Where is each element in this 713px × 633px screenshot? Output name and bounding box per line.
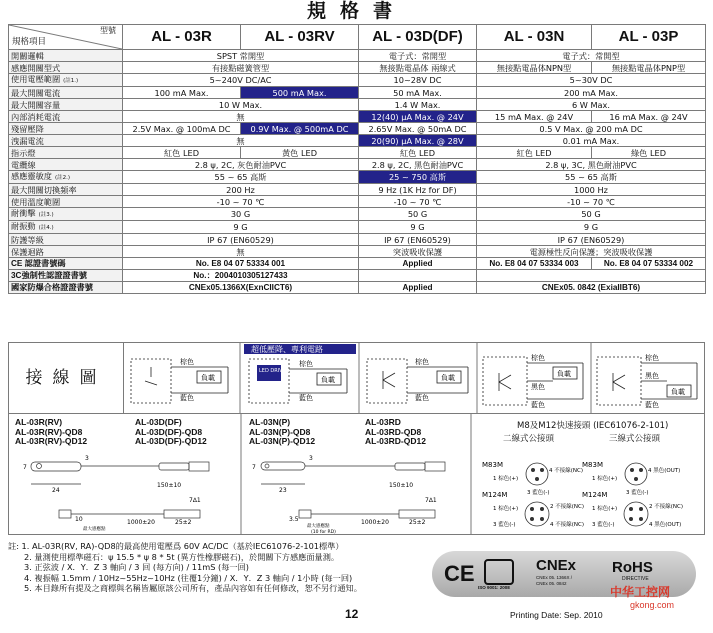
spec-label-text: 感應開關型式 (11, 62, 61, 73)
spec-row-label (9, 208, 123, 221)
model-list-item: AL-03R(RV)-QD8 (15, 426, 83, 437)
spec-value: 50 G (477, 208, 706, 221)
spec-row (9, 74, 706, 87)
spec-row-label (9, 234, 123, 246)
spec-value: 無 (123, 111, 359, 123)
spec-row (9, 99, 706, 111)
spec-value: 紅色 LED (123, 147, 241, 159)
spec-value: 2.8 ψ, 2C, 黑色耐油PVC (359, 159, 477, 171)
m12-3w-pin2: 2 不接線(NC) (649, 504, 683, 510)
spec-value: 紅色 LED (359, 147, 477, 159)
printing-date: Printing Date: Sep. 2010 (510, 610, 603, 620)
spec-row-label (9, 147, 123, 159)
spec-row (9, 111, 706, 123)
m8-label-left: M83M (482, 461, 503, 469)
spec-row (9, 282, 706, 294)
spec-row (9, 270, 706, 282)
page-title: 規格書 (306, 0, 406, 22)
spec-row-label (9, 282, 123, 294)
blue-wire-label-1: 藍色 (180, 394, 194, 402)
dim1-height: 3 (85, 455, 89, 462)
model-list-3 (249, 418, 315, 447)
spec-label-text: CE 認證書號碼 (11, 258, 66, 268)
footnote: 註: 1. AL-03R(RV, RA)-QD8的最高使用電壓爲 60V AC/DC（基於IEC61076-2-101標準） (8, 541, 344, 551)
m12-2w-pin2: 2 不接線(NC) (550, 504, 584, 510)
dim2-plug: 25±2 (409, 519, 426, 526)
patent-banner: 超低壓降、專利電路 (251, 345, 323, 354)
dim1-plug: 25±2 (175, 519, 192, 526)
model-header-03r: AL - 03R (123, 25, 241, 50)
spec-value: 9 G (123, 221, 359, 234)
model-header-03p: AL - 03P (592, 25, 706, 50)
spec-row-label (9, 123, 123, 135)
rohs-mark: RoHS (612, 559, 653, 576)
spec-value: SPST 常開型 (123, 50, 359, 62)
dim1-plug-h: 7∆1 (189, 497, 201, 504)
iso-icon (484, 559, 514, 585)
spec-value: 1000 Hz (477, 184, 706, 196)
spec-value-highlighted: 12(40) μA Max. @ 24V (359, 111, 477, 123)
spec-label-note: (註1.) (63, 78, 79, 84)
dim1-length: 24 (52, 487, 60, 494)
footnote: 3. 正弦波 / X．Y．Z 3 軸向 / 3 回 (每方向) / 11mS (每一回) (24, 562, 249, 573)
model-list-item: AL-03RD (365, 417, 401, 427)
model-list-4 (365, 418, 426, 447)
spec-value: 15 mA Max. @ 24V (477, 111, 592, 123)
spec-row-label (9, 111, 123, 123)
dim1-cable2: 1000±20 (127, 519, 155, 526)
spec-value: 無接點電晶体NPN型 (477, 62, 592, 74)
spec-label-note: (註3.) (38, 212, 54, 218)
m12-2w-pin4: 4 不接線(NC) (550, 522, 584, 528)
spec-value: 紅色 LED (477, 147, 592, 159)
footnote: 2. 量測使用標準磁石：ψ 15.5 * ψ 8 * 5t (異方性橡膠磁石)，於開關下方感應面量測。 (24, 551, 340, 562)
spec-row (9, 147, 706, 159)
spec-value: No. E8 04 07 53334 001 (123, 258, 359, 270)
spec-row-label (9, 87, 123, 99)
spec-value: 突波吸收保護 (359, 246, 477, 258)
model-list-item: AL-03D(DF)-QD8 (135, 426, 203, 437)
spec-value: 55 ~ 65 高斯 (477, 171, 706, 184)
spec-value: 30 G (123, 208, 359, 221)
spec-row-label (9, 62, 123, 74)
spec-value: 綠色 LED (592, 147, 706, 159)
load-label-4: 負載 (557, 370, 571, 378)
spec-label-text: 內部消耗電流 (11, 111, 61, 122)
spec-value: 無 (123, 246, 359, 258)
spec-label-text: 耐衝擊 (11, 208, 36, 218)
m8-2w-pin1: 1 棕色(+) (493, 476, 519, 482)
model-list-item: AL-03R(RV)-QD12 (15, 436, 88, 446)
spec-row-label (9, 135, 123, 147)
spec-value: 55 ~ 65 高斯 (123, 171, 359, 184)
spec-label-text: 洩漏電流 (11, 135, 44, 146)
brown-wire-label-5: 棕色 (645, 354, 659, 362)
spec-label-text: 指示燈 (11, 147, 36, 158)
spec-value: IP 67 (EN60529) (359, 234, 477, 246)
spec-row (9, 171, 706, 184)
model-list-item: AL-03R(RV) (15, 417, 63, 427)
spec-value-highlighted: 20(90) μA Max. @ 28V (359, 135, 477, 147)
spec-value: 黃色 LED (241, 147, 359, 159)
rohs-sub: DIRECTIVE (622, 576, 649, 582)
dim2-height: 3 (309, 455, 313, 462)
model-header-03d: AL - 03D(DF) (359, 25, 477, 50)
spec-label-text: 最大開關切換頻率 (11, 184, 77, 195)
m12-3w-pin1: 1 棕色(+) (592, 506, 618, 512)
wiring-diagram-row (8, 342, 705, 414)
spec-row (9, 184, 706, 196)
spec-row-label (9, 196, 123, 208)
spec-row (9, 62, 706, 74)
m12-2w-pin1: 1 棕色(+) (493, 506, 519, 512)
spec-value (477, 270, 706, 282)
dim2-cable: 150±10 (389, 482, 414, 489)
dim2-note2: (10 for RD) (311, 530, 336, 534)
spec-row-label (9, 270, 123, 282)
m12-label-right: M124M (582, 491, 608, 499)
spec-value: 50 mA Max. (359, 87, 477, 99)
dim2-cable2: 1000±20 (361, 519, 389, 526)
spec-value: IP 67 (EN60529) (477, 234, 706, 246)
spec-row-label (9, 74, 123, 87)
footnote: 5. 本目錄所有提及之商標與名稱皆屬原該公司所有，產品內容如有任何修改，恕不另行通知。 (24, 583, 362, 594)
spec-value: No. E8 04 07 53334 003 (477, 258, 592, 270)
spec-value: 2.8 ψ, 2C, 灰色耐油PVC (123, 159, 359, 171)
spec-value: CNEx05.1366X(ExnCIICT6) (123, 282, 359, 294)
spec-value: 無接點電晶体PNP型 (592, 62, 706, 74)
spec-value: 9 G (359, 221, 477, 234)
load-label-5: 負載 (671, 388, 685, 396)
spec-value: 0.01 mA Max. (477, 135, 706, 147)
page-number: 12 (345, 607, 359, 621)
spec-value: 200 Hz (123, 184, 359, 196)
spec-row (9, 159, 706, 171)
dimension-drawing-2 (261, 462, 445, 518)
brown-wire-label-3: 棕色 (415, 358, 429, 366)
model-list-item: AL-03N(P)-QD8 (249, 426, 311, 437)
connector-title: M8及M12快速接頭 (IEC61076-2-101) (517, 421, 669, 431)
blue-wire-label-3: 藍色 (415, 394, 429, 402)
spec-label-text: 防護等級 (11, 234, 44, 245)
cnex-sub: CNEx 05. 1366X / CNEx 05. 0842 (536, 575, 573, 586)
spec-value: 10~28V DC (359, 74, 477, 87)
black-wire-label-5: 黑色 (645, 372, 659, 380)
spec-value: -10 ~ 70 ℃ (477, 196, 706, 208)
m12-3w-pin4: 4 黑色(OUT) (649, 522, 682, 528)
spec-row-label (9, 171, 123, 184)
header-corner-cell (9, 25, 123, 50)
spec-row-label (9, 159, 123, 171)
m8-2w-pin4: 4 不接線(NC) (549, 468, 583, 474)
spec-value-highlighted: 0.9V Max. @ 500mA DC (241, 123, 359, 135)
spec-value: CNEx05. 0842 (ExiaIIBT6) (477, 282, 706, 294)
m8-3w-pin4: 4 黑色(OUT) (648, 468, 681, 474)
spec-value-highlighted: 25 ~ 750 高斯 (359, 171, 477, 184)
blue-wire-label-4: 藍色 (531, 401, 545, 409)
m12-3w-pin3: 3 藍色(-) (592, 522, 615, 528)
spec-row (9, 87, 706, 99)
spec-value: 16 mA Max. @ 24V (592, 111, 706, 123)
spec-value: 0.5 V Max. @ 200 mA DC (477, 123, 706, 135)
load-label-1: 負載 (201, 374, 215, 382)
dim2-width: 7 (252, 464, 256, 471)
spec-value: Applied (359, 258, 477, 270)
spec-row (9, 123, 706, 135)
spec-value: 200 mA Max. (477, 87, 706, 99)
m8-2w-pin3: 3 藍色(-) (527, 490, 550, 496)
model-list-item: AL-03RD-QD12 (365, 436, 426, 446)
spec-row (9, 221, 706, 234)
spec-row-label (9, 246, 123, 258)
spec-value: 無 (123, 135, 359, 147)
m8-3w-pin1: 1 棕色(+) (592, 476, 618, 482)
spec-row-label (9, 221, 123, 234)
dim1-note: 最大感應點 (83, 527, 106, 532)
spec-row (9, 246, 706, 258)
dim1-cable: 150±10 (157, 482, 182, 489)
spec-row (9, 196, 706, 208)
spec-value: 1.4 W Max. (359, 99, 477, 111)
model-list-1 (15, 418, 87, 447)
spec-label-text: 使用溫度範圍 (11, 196, 61, 207)
dim2-note: 最大感應點 (307, 524, 330, 529)
dim1-width: 7 (23, 464, 27, 471)
spec-row (9, 135, 706, 147)
spec-value: 無接點電晶体 兩線式 (359, 62, 477, 74)
model-header-03n: AL - 03N (477, 25, 592, 50)
spec-value: Applied (359, 282, 477, 294)
spec-value: 電源極性反向保護；突波吸收保護 (477, 246, 706, 258)
watermark-brand: 中华工控网 (610, 585, 671, 599)
spec-value: 電子式：常開型 (477, 50, 706, 62)
spec-row (9, 208, 706, 221)
m12-label-left: M124M (482, 491, 508, 499)
spec-value: 2.8 ψ, 3C, 黑色耐油PVC (477, 159, 706, 171)
led-driver-label: LED DRIVER (259, 368, 290, 374)
spec-label-text: 國家防爆合格證證書號 (11, 282, 93, 292)
spec-label-note: (註4.) (38, 225, 54, 231)
model-list-item: AL-03RD-QD8 (365, 426, 422, 437)
spec-value: 6 W Max. (477, 99, 706, 111)
brown-wire-label-2: 棕色 (299, 360, 313, 368)
spec-value: 5~240V DC/AC (123, 74, 359, 87)
wiring-diagram-npn (483, 357, 583, 405)
load-label-2: 負載 (321, 376, 335, 384)
spec-label-text: 耐振動 (11, 221, 36, 231)
footnotes (8, 541, 428, 594)
dim2-h2: 3.5 (289, 516, 299, 523)
blue-wire-label-5: 藍色 (645, 401, 659, 409)
model-header-03rv: AL - 03RV (241, 25, 359, 50)
wiring-diagrams (123, 343, 704, 413)
spec-value: 9 Hz (1K Hz for DF) (359, 184, 477, 196)
dim1-h2: 10 (75, 516, 83, 523)
spec-value: 電子式：常開型 (359, 50, 477, 62)
dim2-plug-h: 7∆1 (425, 497, 437, 504)
black-wire-label-4: 黑色 (531, 383, 545, 391)
spec-label-text: 電纜線 (11, 159, 36, 170)
dimension-drawings (9, 414, 704, 534)
cnex-mark: CNEx (536, 557, 577, 574)
connector-2wire-label: 二線式公接頭 (503, 434, 555, 444)
spec-value: No.：2004010305127433 (123, 270, 359, 282)
model-list-item: AL-03N(P) (249, 417, 291, 427)
dimensions-box (8, 413, 705, 535)
spec-value: -10 ~ 70 ℃ (359, 196, 477, 208)
dim2-length: 23 (279, 487, 287, 494)
spec-label-text: 開關邏輯 (11, 50, 44, 61)
iso-label: ISO 9001: 2008 (478, 585, 510, 590)
spec-value: 10 W Max. (123, 99, 359, 111)
ce-mark: CE (444, 561, 475, 586)
spec-value-highlighted: 500 mA Max. (241, 87, 359, 99)
model-list-2 (135, 418, 207, 447)
spec-value: 2.5V Max. @ 100mA DC (123, 123, 241, 135)
brown-wire-label-1: 棕色 (180, 358, 194, 366)
spec-row-label (9, 99, 123, 111)
wiring-label: 接線圖 (9, 343, 124, 413)
spec-value: 50 G (359, 208, 477, 221)
spec-table (8, 24, 706, 294)
spec-row (9, 50, 706, 62)
spec-label-text: 感應靈敏度 (11, 171, 52, 181)
spec-value: 9 G (477, 221, 706, 234)
m12-2w-pin3: 3 藍色(-) (493, 522, 516, 528)
spec-value: 5~30V DC (477, 74, 706, 87)
header-row (9, 25, 706, 50)
model-list-item: AL-03D(DF)-QD12 (135, 436, 207, 446)
model-list-item: AL-03D(DF) (135, 417, 182, 427)
wiring-diagram-pnp (597, 357, 697, 405)
spec-value: -10 ~ 70 ℃ (123, 196, 359, 208)
spec-value (359, 270, 477, 282)
spec-label-text: 最大開關容量 (11, 99, 61, 110)
spec-value: 100 mA Max. (123, 87, 241, 99)
brown-wire-label-4: 棕色 (531, 354, 545, 362)
connector-3wire-label: 三線式公接頭 (609, 434, 661, 444)
m8-label-right: M83M (582, 461, 603, 469)
spec-label-text: 3C強制性認證證書號 (11, 270, 87, 280)
spec-value: IP 67 (EN60529) (123, 234, 359, 246)
watermark-site: gkong.com (630, 600, 675, 610)
spec-label-text: 殘留壓降 (11, 123, 44, 134)
blue-wire-label-2: 藍色 (299, 394, 313, 402)
model-list-item: AL-03N(P)-QD12 (249, 436, 316, 446)
footnote: 4. 複振幅 1.5mm / 10Hz~55Hz~10Hz (往覆1分鐘) / X．Y．Z 3 軸向 / 1小時 (每一回) (24, 572, 353, 583)
spec-row (9, 234, 706, 246)
spec-row-label (9, 50, 123, 62)
spec-label-text: 使用電壓範圍 (11, 74, 61, 84)
spec-label-text: 最大開關電流 (11, 87, 61, 98)
spec-row-label (9, 258, 123, 270)
spec-label-note: (註2.) (54, 175, 70, 181)
m8-3w-pin3: 3 藍色(-) (626, 490, 649, 496)
item-header-label: 規格項目 (12, 37, 47, 47)
spec-row-label (9, 184, 123, 196)
load-label-3: 負載 (441, 374, 455, 382)
spec-row (9, 258, 706, 270)
spec-label-text: 保護迴路 (11, 246, 44, 257)
spec-value: 2.65V Max. @ 50mA DC (359, 123, 477, 135)
spec-value: No. E8 04 07 53334 002 (592, 258, 706, 270)
spec-value: 有接點磁簧管型 (123, 62, 359, 74)
model-header-label: 型號 (100, 26, 116, 35)
